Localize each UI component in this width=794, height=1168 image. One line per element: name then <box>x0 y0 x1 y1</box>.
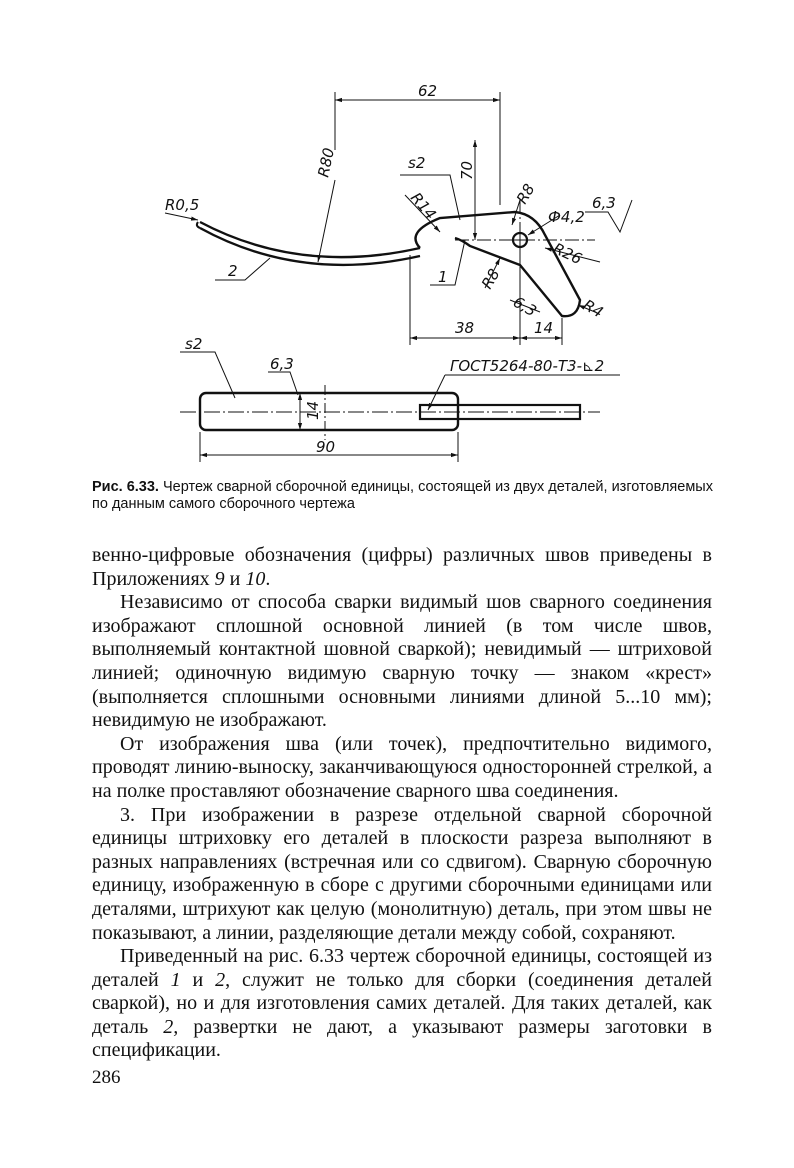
paragraph-3: От изображения шва (или точек), предпочтительно видимого, проводят линию-выноску, заканчивающуюся односторонней стрелкой, а на полке проставляют обозначение сварного шва соединения. <box>92 732 712 802</box>
page-number: 286 <box>92 1067 121 1088</box>
caption-label: Рис. 6.33. <box>92 479 159 495</box>
dim-phi42: Ф4,2 <box>548 208 585 226</box>
technical-drawing <box>0 0 794 470</box>
paragraph-1: венно-цифровые обозначения (цифры) различных швов приведены в Приложениях 9 и 10. <box>92 544 712 590</box>
dim-r8-top: R8 <box>512 180 539 207</box>
dim-63-top: 6,3 <box>592 194 616 212</box>
dim-s2-bottom: s2 <box>185 335 203 353</box>
dim-70: 70 <box>458 160 476 180</box>
dim-38: 38 <box>455 319 475 337</box>
dim-r05: R0,5 <box>165 196 200 214</box>
paragraph-2: Независимо от способа сварки видимый шов сварного соединения изображают сплошной основной линией (в том числе швов, выполняемый контактной шовной сваркой); невидимый — штриховой линией; одиночную видимую сварную точку — знаком «крест» (выполняется сплошными основными линиями длиной 5...10 мм); невидимую не изображают. <box>92 591 712 732</box>
part-label-2: 2 <box>228 262 238 280</box>
dim-63-bottom: 6,3 <box>510 292 540 321</box>
part-2-strip <box>200 222 420 257</box>
paragraph-4: 3. При изображении в разрезе отдельной сварной сборочной единицы штриховку его деталей в плоскости разреза выполняют в разных направлениях (встречная или со сдвигом). Сварную сборочную единицу, изображенную в сборе с другими сборочными единицами или деталями, штрихуют как целую (монолитную) деталь, при этом швы не показывают, а линии, разделяющие детали между собой, сохраняют. <box>92 803 712 944</box>
weld-designation: ГОСТ5264-80-Т3-⊾2 <box>450 357 605 375</box>
dim-14-top: 14 <box>534 319 554 337</box>
dim-r80: R80 <box>314 146 339 179</box>
caption-text: Чертеж сварной сборочной единицы, состоящей из двух деталей, изготовляемых по данным самого сборочного чертежа <box>92 479 713 512</box>
figure-caption <box>92 479 732 513</box>
part-1-bracket <box>416 212 581 316</box>
dim-14-plate: 14 <box>304 400 322 420</box>
paragraph-5: Приведенный на рис. 6.33 чертеж сборочной единицы, состоящей из деталей 1 и 2, служит не только для сборки (соединения деталей сваркой), но и для изготовления самих деталей. Для таких деталей, как деталь 2, развертки не дают, а указывают размеры заготовки в спецификации. <box>92 945 713 1062</box>
dim-90: 90 <box>316 438 336 456</box>
dim-s2-top: s2 <box>408 154 426 172</box>
dim-r8-bottom: R8 <box>477 265 504 292</box>
body-text <box>92 544 712 1063</box>
dim-62: 62 <box>418 82 438 100</box>
dim-63-plate: 6,3 <box>270 355 294 373</box>
dim-r26: R26 <box>550 239 585 269</box>
dim-r14: R14 <box>406 189 440 224</box>
dim-r4: R4 <box>580 295 607 322</box>
part-label-1: 1 <box>438 268 448 286</box>
